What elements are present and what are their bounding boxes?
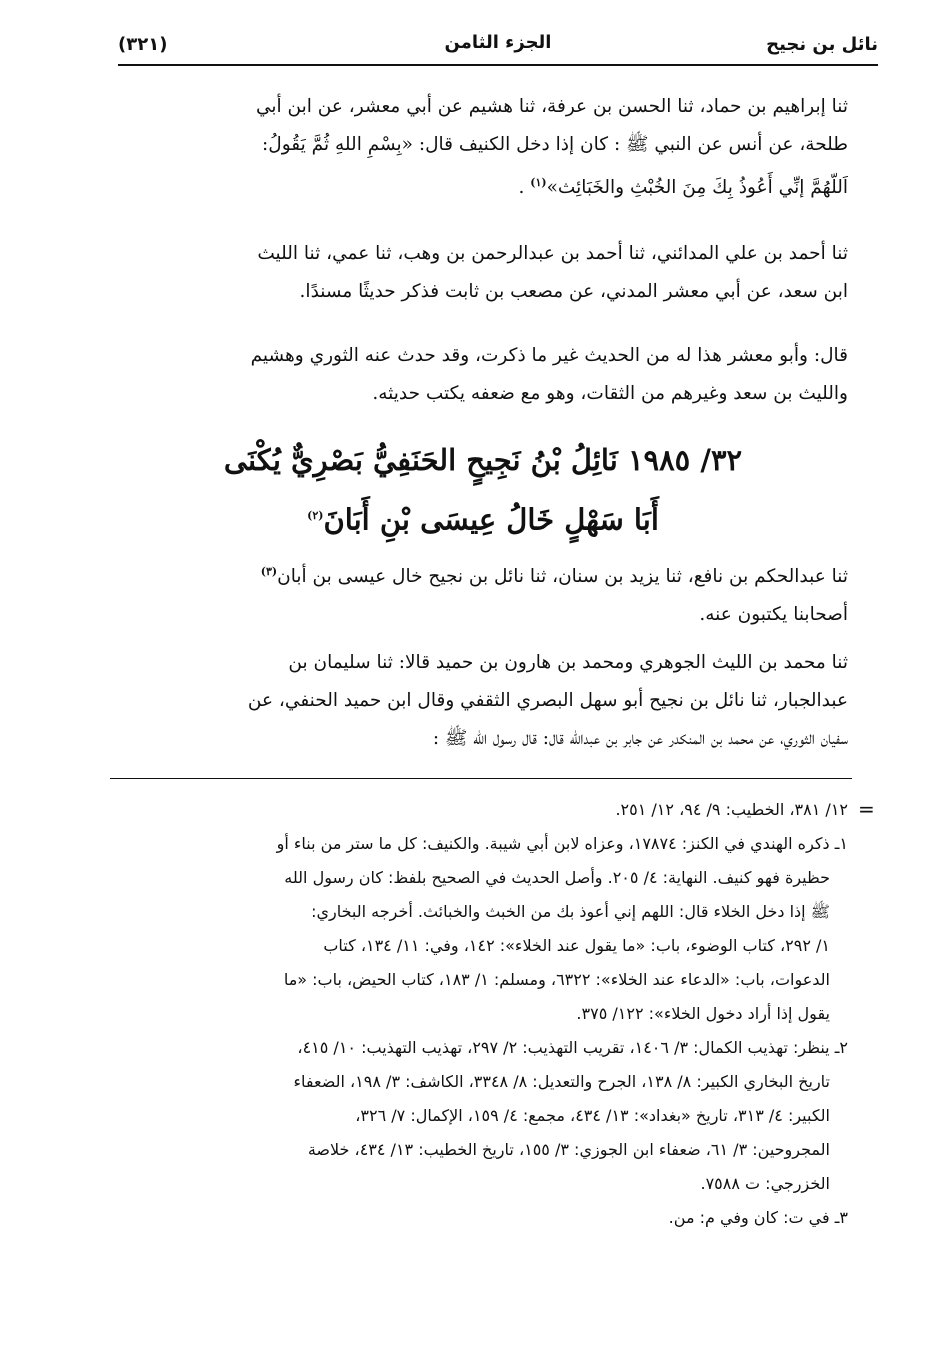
paragraph-line: ثنا أحمد بن علي المدائني، ثنا أحمد بن عبدالرحمن بن وهب، ثنا عمي، ثنا الليث (257, 243, 848, 264)
footnote-line: يقول إذا أراد دخول الخلاء»: ١٢٢/ ٣٧٥. (576, 1004, 830, 1023)
paragraph-hadith-1 (118, 88, 848, 207)
footnote-line: المجروحين: ٣/ ٦١، ضعفاء ابن الجوزي: ٣/ ١٥٥، تاريخ الخطيب: ١٣/ ٤٣٤، خلاصة (307, 1140, 830, 1159)
hadith-quote: اَللّهُمَّ إنِّي أَعُوذُ بِكَ مِنَ الخُبْثِ والخَبَائِث» (546, 177, 848, 199)
page-number: (٣٢١) (118, 34, 168, 55)
footnote-2 (118, 1031, 848, 1201)
paragraph-line: سفيان الثوري، عن محمد بن المنكدر عن جابر بن عبدالله قال: قال رسول الله ﷺ : (432, 728, 848, 749)
paragraph-line: عبدالجبار، ثنا نائل بن نجيح أبو سهل البصري الثقفي وقال ابن حميد الحنفي، عن (247, 690, 848, 711)
footnote-continuation: ١٢/ ٣٨١، الخطيب: ٩/ ٩٤، ١٢/ ٢٥١. (615, 800, 848, 819)
entry-heading-line-1: ٣٢/ ١٩٨٥ نَائِلُ بْنُ نَجِيحٍ الحَنَفِيُّ بَصْرِيٌّ يُكْنَى (223, 443, 743, 477)
footnote-line: ٢ـ ينظر: تهذيب الكمال: ٣/ ١٤٠٦، تقريب التهذيب: ٢/ ٢٩٧، تهذيب التهذيب: ١٠/ ٤١٥، (297, 1038, 848, 1057)
paragraph-isnad-4 (118, 644, 848, 758)
period: . (518, 177, 531, 199)
footnote-ref-1[interactable]: (١) (530, 176, 547, 189)
footnote-3 (118, 1201, 848, 1235)
paragraph-line: ثنا محمد بن الليث الجوهري ومحمد بن هارون بن حميد قالا: ثنا سليمان بن (288, 652, 848, 673)
footnote-line: الدعوات، باب: «الدعاء عند الخلاء»: ٦٣٢٢، ومسلم: ١/ ١٨٣، كتاب الحيض، باب: «ما (283, 970, 830, 989)
paragraph-line: قال: وأبو معشر هذا له من الحديث غير ما ذكرت، وقد حدث عنه الثوري وهشيم (250, 345, 848, 366)
header-rule (118, 64, 878, 66)
footnote-line: ﷺ إذا دخل الخلاء قال: اللهم إني أعوذ بك من الخبث والخبائث. أخرجه البخاري: (311, 902, 830, 921)
footnote-1 (118, 827, 848, 1031)
footnote-ref-3[interactable]: (٣) (260, 565, 278, 578)
footnote-separator (110, 778, 852, 779)
paragraph-line: ابن سعد، عن أبي معشر المدني، عن مصعب بن ثابت فذكر حديثًا مسندًا. (299, 281, 848, 302)
paragraph-line: أصحابنا يكتبون عنه. (699, 604, 848, 626)
paragraph-line: ثنا إبراهيم بن حماد، ثنا الحسن بن عرفة، ثنا هشيم عن أبي معشر، عن ابن أبي (255, 96, 848, 117)
footnote-continuation-marker: = (858, 797, 875, 821)
entry-heading-line-2 (118, 491, 848, 545)
paragraph-isnad-2 (118, 235, 848, 311)
header-volume-title: الجزء الثامن (444, 32, 552, 53)
entry-heading-text: أَبَا سَهْلٍ خَالُ عِيسَى بْنِ أَبَانَ (323, 502, 659, 537)
paragraph-narration-3 (118, 553, 848, 634)
paragraph-commentary (118, 337, 848, 413)
paragraph-line (118, 553, 848, 596)
paragraph-line: طلحة، عن أنس عن النبي ﷺ : كان إذا دخل الكنيف قال: «بِسْمِ اللهِ ثُمَّ يَقُولُ: (262, 134, 848, 155)
running-header (118, 28, 878, 64)
footnote-line: الخزرجي: ت ٧٥٨٨. (700, 1174, 830, 1193)
paragraph-line: والليث بن سعد وغيرهم من الثقات، وهو مع ضعفه يكتب حديثه. (372, 383, 848, 404)
footnote-line: ١/ ٢٩٢، كتاب الوضوء، باب: «ما يقول عند الخلاء»: ١٤٢، وفي: ١١/ ١٣٤، كتاب (323, 936, 830, 955)
footnote-line: تاريخ البخاري الكبير: ٨/ ١٣٨، الجرح والتعديل: ٨/ ٣٣٤٨، الكاشف: ٣/ ١٩٨، الضعفاء (293, 1072, 830, 1091)
footnotes-section (118, 793, 848, 1235)
footnote-ref-2[interactable]: (٢) (307, 509, 324, 522)
footnote-line: حظيرة فهو كنيف. النهاية: ٤/ ٢٠٥. وأصل الحديث في الصحيح بلفظ: كان رسول الله (284, 868, 830, 887)
footnote-line: ١ـ ذكره الهندي في الكنز: ١٧٨٧٤، وعزاه لابن أبي شيبة. والكنيف: كل ما ستر من بناء أو (276, 834, 848, 853)
header-chapter-title: نائل بن نجيح (766, 34, 878, 55)
paragraph-line (118, 164, 848, 207)
narration-text: ثنا عبدالحكم بن نافع، ثنا يزيد بن سنان، ثنا نائل بن نجيح خال عيسى بن أبان (277, 566, 848, 588)
footnote-line: ٣ـ في ت: كان وفي م: من. (668, 1208, 848, 1227)
footnote-line: الكبير: ٤/ ٣١٣، تاريخ «بغداد»: ١٣/ ٤٣٤، مجمع: ٤/ ١٥٩، الإكمال: ٧/ ٣٢٦، (355, 1106, 830, 1125)
